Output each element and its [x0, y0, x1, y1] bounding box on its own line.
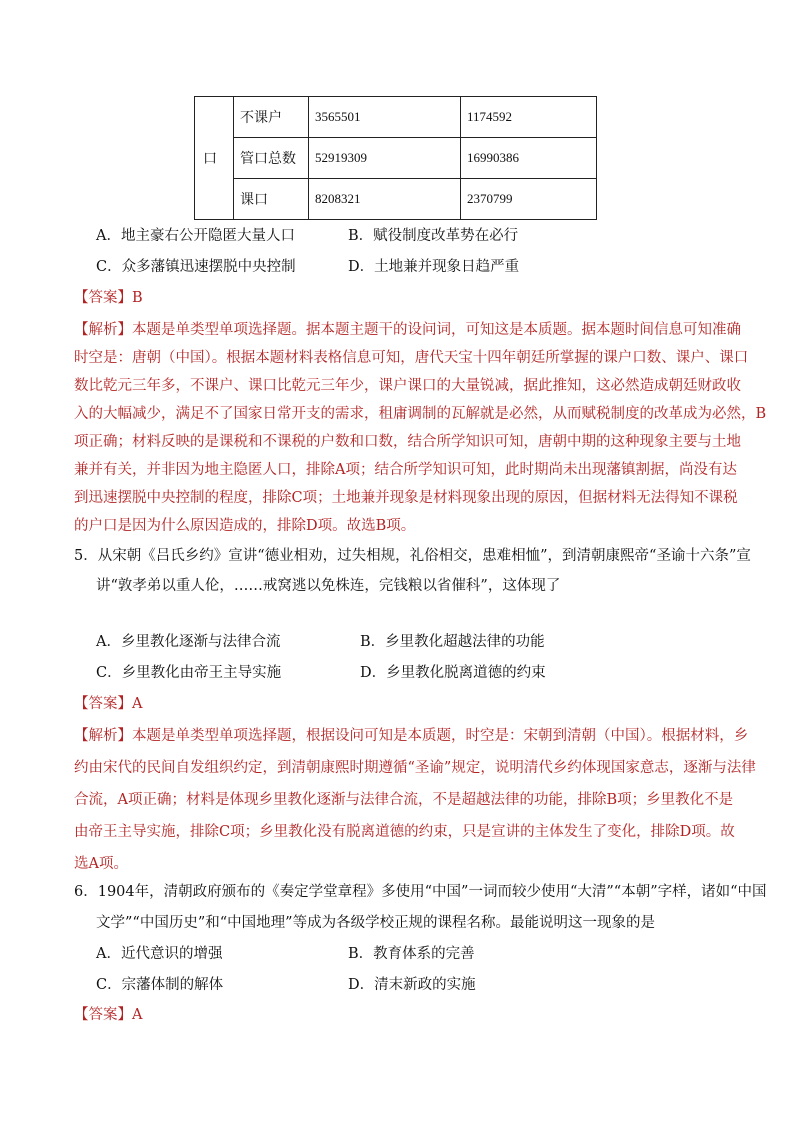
- table-row: [195, 138, 597, 179]
- analysis-tag: 【解析】: [74, 728, 132, 744]
- table-group-label: 口: [195, 97, 234, 220]
- q6-stem-line: 6．1904年，清朝政府颁布的《奏定学堂章程》多使用“中国”一词而较少使用“大清”“本朝”字样，诸如“中国: [74, 884, 767, 900]
- table-cell: 课口: [234, 179, 309, 220]
- table-row: [195, 179, 597, 220]
- table-cell: 8208321: [309, 179, 461, 220]
- q5-option-d: D．乡里教化脱离道德的约束: [360, 665, 546, 681]
- q6-option-a: A．近代意识的增强: [96, 946, 223, 962]
- table-cell: 管口总数: [234, 138, 309, 179]
- q4-analysis-line: 的户口是因为什么原因造成的，排除D项。故选B项。: [74, 518, 416, 534]
- q6-option-d: D．清末新政的实施: [348, 977, 476, 993]
- answer-tag: 【答案】: [74, 696, 132, 712]
- table-cell: 3565501: [309, 97, 461, 138]
- q6-answer: [74, 1005, 142, 1025]
- table-row: [195, 97, 597, 138]
- q4-option-d: D．土地兼并现象日趋严重: [348, 259, 520, 275]
- q6-stem-line: 文学”“中国历史”和“中国地理”等成为各级学校正规的课程名称。最能说明这一现象的是: [96, 915, 656, 931]
- q4-answer: [74, 288, 143, 308]
- q5-analysis-line: 选A项。: [74, 856, 128, 872]
- census-table: [194, 96, 597, 220]
- q5-analysis-line: 约由宋代的民间自发组织约定，到清朝康熙时期遵循“圣谕”规定，说明清代乡约体现国家意志，逐渐与法律: [74, 760, 756, 776]
- analysis-text: 本题是单类型单项选择题。据本题主题干的设问词，可知这是本质题。据本题时间信息可知准确: [132, 322, 741, 338]
- answer-tag: 【答案】: [74, 1007, 132, 1023]
- answer-letter: A: [132, 1007, 143, 1023]
- q5-analysis-line: 合流，A项正确；材料是体现乡里教化逐渐与法律合流，不是超越法律的功能，排除B项；乡里教化不是: [74, 792, 734, 808]
- q4-option-a: A．地主豪右公开隐匿大量人口: [96, 228, 295, 244]
- table-cell: 2370799: [461, 179, 597, 220]
- q4-analysis-line: 到迅速摆脱中央控制的程度，排除C项；土地兼并现象是材料现象出现的原因，但据材料无法得知不课税: [74, 490, 738, 506]
- table-cell: 52919309: [309, 138, 461, 179]
- answer-letter: A: [132, 696, 143, 712]
- table-cell: 16990386: [461, 138, 597, 179]
- q5-analysis-line: [74, 726, 748, 746]
- q6-option-b: B．教育体系的完善: [348, 946, 475, 962]
- q5-answer: [74, 694, 142, 714]
- q6-option-c: C．宗藩体制的解体: [96, 977, 224, 993]
- q4-analysis-line: 项正确；材料反映的是课税和不课税的户数和口数，结合所学知识可知，唐朝中期的这种现象主要与土地: [74, 434, 741, 450]
- q4-analysis-line: 时空是：唐朝（中国）。根据本题材料表格信息可知，唐代天宝十四年朝廷所掌握的课户口数、课户、课口: [74, 350, 749, 366]
- q4-analysis-line: 入的大幅减少，满足不了国家日常开支的需求，租庸调制的瓦解就是必然，从而赋税制度的改革成为必然，B: [74, 406, 767, 422]
- q4-analysis-line: 兼并有关，并非因为地主隐匿人口，排除A项；结合所学知识可知，此时期尚未出现藩镇割据，尚没有达: [74, 462, 737, 478]
- q5-option-b: B．乡里教化超越法律的功能: [360, 634, 545, 650]
- table-cell: 1174592: [461, 97, 597, 138]
- answer-letter: B: [132, 290, 143, 306]
- q5-option-a: A．乡里教化逐渐与法律合流: [96, 634, 281, 650]
- q4-analysis-line: [74, 320, 741, 340]
- analysis-tag: 【解析】: [74, 322, 132, 338]
- q5-stem-line: 5．从宋朝《吕氏乡约》宣讲“德业相劝，过失相规，礼俗相交，患难相恤”，到清朝康熙帝“圣谕十六条”宣: [74, 548, 751, 564]
- q5-analysis-line: 由帝王主导实施，排除C项；乡里教化没有脱离道德的约束，只是宣讲的主体发生了变化，排除D项。故: [74, 824, 735, 840]
- q5-option-c: C．乡里教化由帝王主导实施: [96, 665, 282, 681]
- q4-option-b: B．赋役制度改革势在必行: [348, 228, 519, 244]
- q5-stem-line: 讲“敦孝弟以重人伦，……戒窝逃以免株连，完钱粮以省催科”，这体现了: [96, 578, 561, 594]
- q4-option-c: C．众多藩镇迅速摆脱中央控制: [96, 259, 296, 275]
- table-cell: 不课户: [234, 97, 309, 138]
- analysis-text: 本题是单类型单项选择题，根据设问可知是本质题，时空是：宋朝到清朝（中国）。根据材料，乡: [132, 728, 749, 744]
- q4-analysis-line: 数比乾元三年多，不课户、课口比乾元三年少，课户课口的大量锐减，据此推知，这必然造成朝廷财政收: [74, 378, 741, 394]
- answer-tag: 【答案】: [74, 290, 132, 306]
